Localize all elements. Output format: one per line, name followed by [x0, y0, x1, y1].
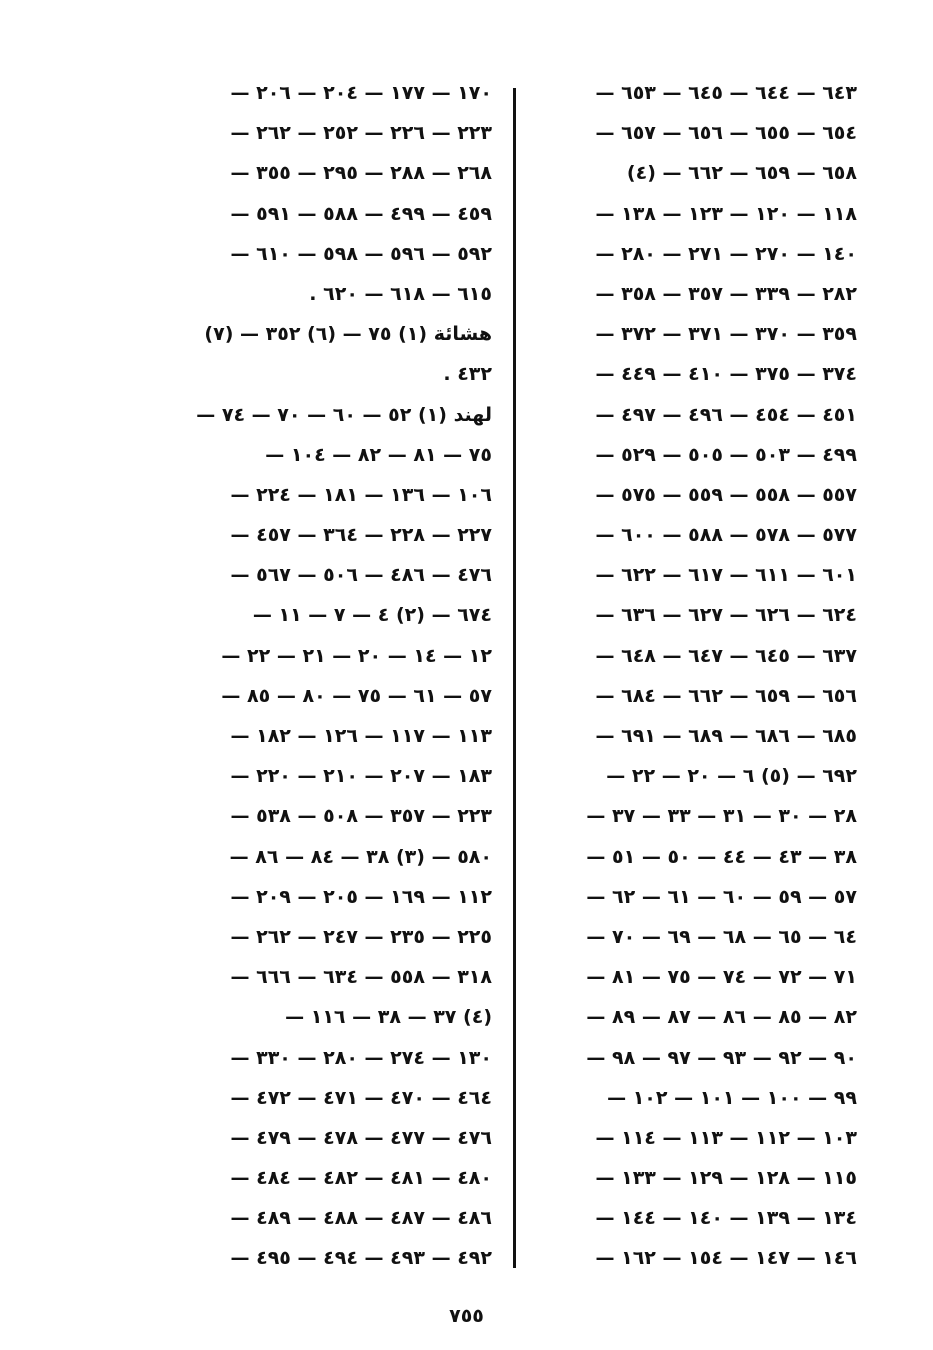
index-line: ٥٧ — ٥٩ — ٦٠ — ٦١ — ٦٢ —	[586, 885, 857, 908]
index-line: ٦٤٣ — ٦٤٤ — ٦٤٥ — ٦٥٣ —	[595, 82, 857, 104]
index-line: ١٤٦ — ١٤٧ — ١٥٤ — ١٦٢ —	[595, 1247, 857, 1270]
index-column-right	[535, 78, 857, 1284]
index-line: لهند (١) ٥٢ — ٦٠ — ٧٠ — ٧٤ —	[196, 403, 492, 426]
index-line: ٤٩٩ — ٥٠٣ — ٥٠٥ — ٥٢٩ —	[595, 443, 857, 466]
index-line: ٦٥٨ — ٦٥٩ — ٦٦٢ — (٤)	[626, 162, 857, 185]
index-line: ٤٥١ — ٤٥٤ — ٤٩٦ — ٤٩٧ —	[595, 403, 857, 426]
index-line: ٤٧٦ — ٤٧٧ — ٤٧٨ — ٤٧٩ —	[230, 1126, 492, 1149]
index-line: ١٠٣ — ١١٢ — ١١٣ — ١١٤ —	[595, 1126, 857, 1149]
index-line: ٧٥ — ٨١ — ٨٢ — ١٠٤ —	[265, 443, 492, 466]
index-line: ٨٢ — ٨٥ — ٨٦ — ٨٧ — ٨٩ —	[586, 1006, 857, 1029]
index-line: ٤٨٠ — ٤٨١ — ٤٨٢ — ٤٨٤ —	[230, 1167, 492, 1190]
index-line: ١٣٠ — ٢٧٤ — ٢٨٠ — ٣٣٠ —	[230, 1046, 492, 1069]
index-line: ٥٧ — ٦١ — ٧٥ — ٨٠ — ٨٥ —	[221, 684, 492, 707]
index-line: ٢٢٧ — ٢٢٨ — ٣٦٤ — ٤٥٧ —	[230, 524, 492, 547]
index-line: ١٨٣ — ٢٠٧ — ٢١٠ — ٢٢٠ —	[230, 765, 492, 788]
index-line: ٢٢٣ — ٣٥٧ — ٥٠٨ — ٥٣٨ —	[230, 805, 492, 828]
index-line: ٩٩ — ١٠٠ — ١٠١ — ١٠٢ —	[607, 1086, 857, 1109]
index-line: ٦٣٧ — ٦٤٥ — ٦٤٧ — ٦٤٨ —	[595, 644, 857, 667]
index-line: (٤) ٣٧ — ٣٨ — ١١٦ —	[285, 1006, 492, 1029]
index-line: ٦٧٤ — (٢) ٤ — ٧ — ١١ —	[252, 604, 492, 627]
index-line: ٥٩٢ — ٥٩٦ — ٥٩٨ — ٦١٠ —	[230, 242, 492, 265]
index-line: ٦٠١ — ٦١١ — ٦١٧ — ٦٢٢ —	[595, 564, 857, 587]
index-line: ١٤٠ — ٢٧٠ — ٢٧١ — ٢٨٠ —	[595, 242, 857, 265]
index-line: ٤٧٦ — ٤٨٦ — ٥٠٦ — ٥٦٧ —	[230, 564, 492, 587]
index-line: هشائة (١) ٧٥ — (٦) ٣٥٢ — (٧)	[204, 323, 492, 346]
index-line: ٢٢٣ — ٢٢٦ — ٢٥٢ — ٢٦٢ —	[230, 122, 492, 145]
index-line: ٤٩٢ — ٤٩٣ — ٤٩٤ — ٤٩٥ —	[230, 1247, 492, 1270]
index-line: ٩٠ — ٩٢ — ٩٣ — ٩٧ — ٩٨ —	[586, 1046, 857, 1069]
index-line: ٧١ — ٧٢ — ٧٤ — ٧٥ — ٨١ —	[586, 966, 857, 989]
index-line: ٥٧٧ — ٥٧٨ — ٥٨٨ — ٦٠٠ —	[595, 524, 857, 547]
index-line: ٦٥٤ — ٦٥٥ — ٦٥٦ — ٦٥٧ —	[595, 122, 857, 145]
index-line: ٦٥٦ — ٦٥٩ — ٦٦٢ — ٦٨٤ —	[595, 684, 857, 707]
index-line: ٢٨ — ٣٠ — ٣١ — ٣٣ — ٣٧ —	[586, 805, 857, 828]
index-line: ١١٨ — ١٢٠ — ١٢٣ — ١٣٨ —	[595, 202, 857, 225]
index-line: ٥٨٠ — (٣) ٣٨ — ٨٤ — ٨٦ —	[229, 845, 492, 868]
page-number: ٧٥٥	[449, 1305, 484, 1327]
index-column-left	[140, 78, 492, 1284]
index-line: ٤٨٦ — ٤٨٧ — ٤٨٨ — ٤٨٩ —	[230, 1207, 492, 1230]
index-line: ٣٨ — ٤٣ — ٤٤ — ٥٠ — ٥١ —	[586, 845, 857, 868]
index-line: ٣٧٤ — ٣٧٥ — ٤١٠ — ٤٤٩ —	[595, 363, 857, 386]
index-line: ٤٣٢ .	[443, 363, 492, 386]
index-line: ٤٦٤ — ٤٧٠ — ٤٧١ — ٤٧٢ —	[230, 1086, 492, 1109]
index-line: ١١٣ — ١١٧ — ١٢٦ — ١٨٢ —	[230, 725, 492, 747]
index-line: ١٧٠ — ١٧٧ — ٢٠٤ — ٢٠٦ —	[230, 82, 492, 104]
index-line: ٣١٨ — ٥٥٨ — ٦٣٤ — ٦٦٦ —	[230, 966, 492, 989]
index-line: ٦١٥ — ٦١٨ — ٦٢٠ .	[309, 282, 492, 305]
column-divider	[513, 88, 516, 1268]
index-line: ١١٢ — ١٦٩ — ٢٠٥ — ٢٠٩ —	[230, 885, 492, 908]
index-line: ٤٥٩ — ٤٩٩ — ٥٨٨ — ٥٩١ —	[230, 202, 492, 225]
index-line: ٢٦٨ — ٢٨٨ — ٢٩٥ — ٣٥٥ —	[230, 162, 492, 185]
index-line: ٣٥٩ — ٣٧٠ — ٣٧١ — ٣٧٢ —	[595, 323, 857, 346]
index-line: ٦٨٥ — ٦٨٦ — ٦٨٩ — ٦٩١ —	[595, 725, 857, 747]
index-line: ٦٩٢ — (٥) ٦ — ٢٠ — ٢٢ —	[606, 765, 857, 788]
index-line: ٦٤ — ٦٥ — ٦٨ — ٦٩ — ٧٠ —	[586, 925, 857, 948]
index-line: ٥٥٧ — ٥٥٨ — ٥٥٩ — ٥٧٥ —	[595, 483, 857, 506]
index-line: ٢٢٥ — ٢٣٥ — ٢٤٧ — ٢٦٢ —	[230, 925, 492, 948]
index-line: ١٣٤ — ١٣٩ — ١٤٠ — ١٤٤ —	[595, 1207, 857, 1230]
index-line: ١٢ — ١٤ — ٢٠ — ٢١ — ٢٢ —	[221, 644, 492, 667]
index-line: ٦٢٤ — ٦٢٦ — ٦٢٧ — ٦٣٦ —	[595, 604, 857, 627]
index-line: ١١٥ — ١٢٨ — ١٢٩ — ١٣٣ —	[595, 1167, 857, 1190]
index-line: ١٠٦ — ١٣٦ — ١٨١ — ٢٢٤ —	[230, 483, 492, 506]
index-line: ٢٨٢ — ٣٣٩ — ٣٥٧ — ٣٥٨ —	[595, 282, 857, 305]
